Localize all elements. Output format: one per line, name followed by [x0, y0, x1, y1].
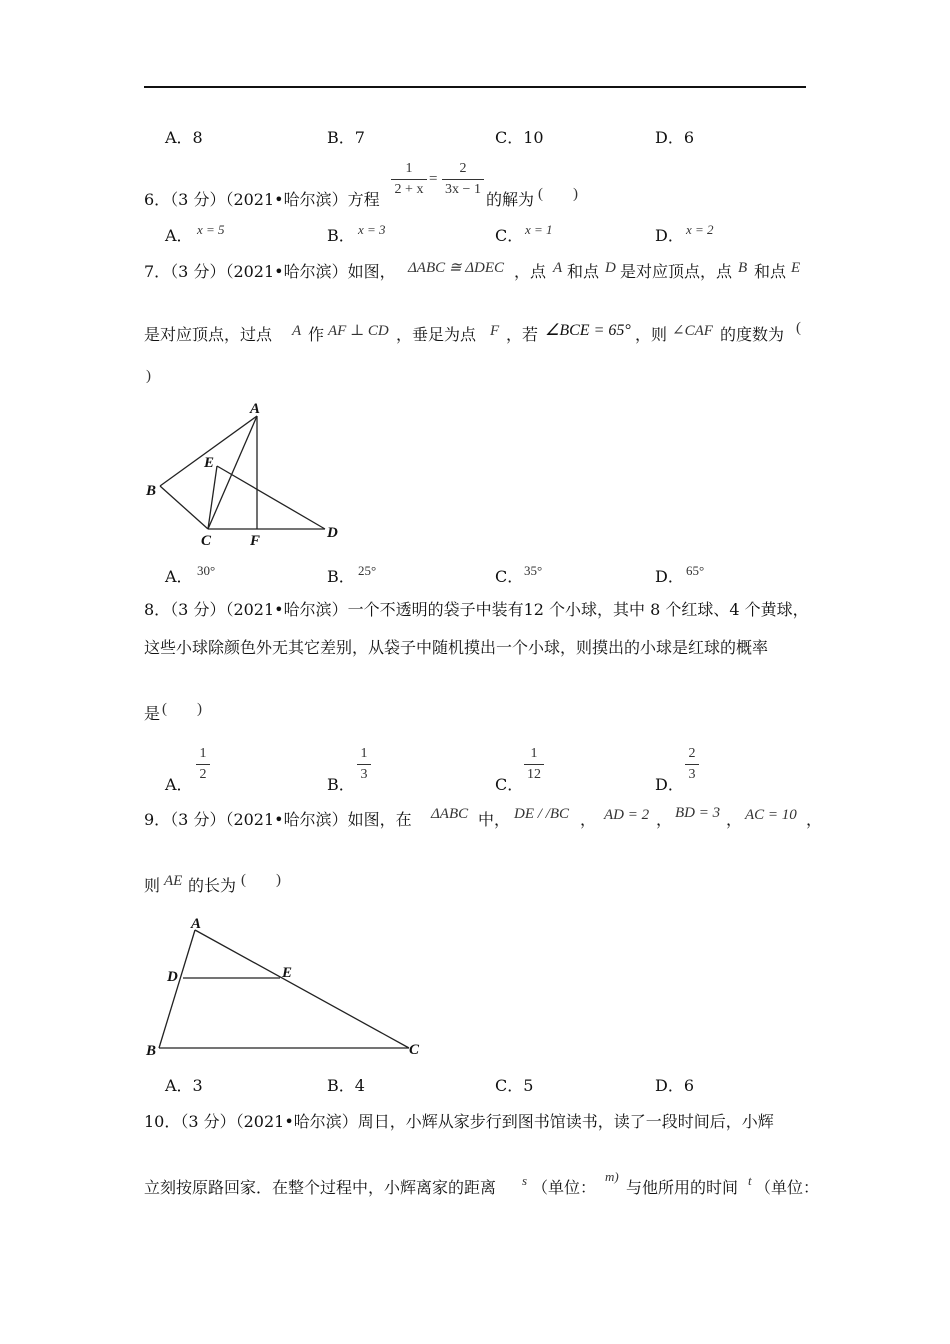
q10-line-1: 10．（3 分）（2021•哈尔滨）周日，小辉从家步行到图书馆读书，读了一段时间后，小辉 — [144, 1112, 774, 1131]
q8-option-c-fraction: 1 12 — [524, 745, 544, 784]
q9-option-b[interactable]: B．4 — [327, 1076, 365, 1095]
q9-comma-3: ， — [726, 810, 743, 829]
q8-option-d-label[interactable]: D． — [655, 775, 684, 794]
q10-line-2: 立刻按原路回家．在整个过程中，小辉离家的距离 — [144, 1178, 497, 1197]
q7-angle-condition: ∠BCE = 65° — [545, 322, 631, 339]
q9-comma-2: ， — [656, 810, 673, 829]
q6-option-c-label[interactable]: C． — [495, 226, 524, 245]
q9-ac-value: AC = 10 — [745, 807, 797, 823]
q9-triangle: ΔABC — [431, 806, 469, 822]
q7-question-prefix: 7．（3 分）（2021•哈尔滨）如图， — [144, 262, 396, 281]
q5-option-d[interactable]: D．6 — [655, 128, 695, 147]
q6-option-d-label[interactable]: D． — [655, 226, 684, 245]
q7-point-e: E — [791, 260, 801, 276]
q6-question-suffix: 的解为 — [486, 190, 535, 209]
q7-point-d: D — [605, 260, 616, 276]
q8-option-c-label[interactable]: C． — [495, 775, 524, 794]
q7-text-4: 和点 — [754, 262, 787, 281]
q7-figure — [140, 396, 350, 548]
q9-answer-paren: ( ) — [241, 872, 281, 888]
q7-text-5: 作 — [308, 325, 325, 344]
q7-option-c-value: 35° — [524, 563, 543, 578]
q7-text-9: 的度数为 — [720, 325, 785, 344]
q8-line-2: 这些小球除颜色外无其它差别，从袋子中随机摸出一个小球，则摸出的小球是红球的概率 — [144, 638, 769, 657]
q7-point-a: A — [553, 260, 563, 276]
q6-equals: = — [429, 171, 438, 187]
q10-unit-label-1: （单位： — [532, 1178, 597, 1197]
q8-option-a-label[interactable]: A． — [165, 775, 193, 794]
q9-question-prefix: 9．（3 分）（2021•哈尔滨）如图，在 — [144, 810, 412, 829]
q8-option-d-fraction: 2 3 — [685, 745, 699, 784]
q7-text-3: 是对应顶点，点 — [620, 262, 733, 281]
fig7-label-c: C — [201, 533, 212, 548]
q8-option-a-fraction: 1 2 — [196, 745, 210, 784]
fig9-label-e: E — [282, 965, 293, 981]
q6-option-a-value: x = 5 — [197, 222, 225, 237]
q9-comma-4: ， — [806, 810, 823, 829]
q7-point-a2: A — [292, 323, 302, 339]
q9-option-c[interactable]: C．5 — [495, 1076, 534, 1095]
q5-option-b[interactable]: B．7 — [327, 128, 365, 147]
q7-option-a-label[interactable]: A． — [165, 567, 193, 586]
q10-unit-label-2: （单位： — [755, 1178, 820, 1197]
q7-point-f: F — [490, 323, 500, 339]
q7-option-d-label[interactable]: D． — [655, 567, 684, 586]
q7-option-d-value: 65° — [686, 563, 705, 578]
fig9-label-c: C — [409, 1042, 420, 1058]
q7-perpendicular: AF ⊥ CD — [328, 323, 389, 339]
q6-question-prefix: 6．（3 分）（2021•哈尔滨）方程 — [144, 190, 380, 209]
q9-option-d[interactable]: D．6 — [655, 1076, 695, 1095]
q6-answer-paren: ( ) — [538, 186, 578, 202]
q6-option-a-label[interactable]: A． — [165, 226, 193, 245]
q6-option-c-value: x = 1 — [525, 222, 553, 237]
q7-option-c-label[interactable]: C． — [495, 567, 524, 586]
fig7-label-f: F — [250, 533, 261, 548]
q7-text-6: ，垂足为点 — [396, 325, 477, 344]
q9-text-1: 中， — [478, 810, 511, 829]
q7-point-b: B — [738, 260, 748, 276]
q9-ae: AE — [164, 873, 183, 889]
q7-congruence: ΔABC ≅ ΔDEC — [408, 260, 505, 276]
q10-line-2-mid: 与他所用的时间 — [626, 1178, 739, 1197]
q6-lhs-fraction: 1 2 + x — [391, 160, 427, 199]
q9-parallel: DE / /BC — [514, 806, 569, 822]
q9-figure — [140, 910, 430, 1060]
q9-line2-suffix: 的长为 — [188, 876, 237, 895]
q7-line2-text: 是对应顶点，过点 — [144, 325, 273, 344]
q9-bd-value: BD = 3 — [675, 805, 721, 821]
fig7-label-b: B — [146, 483, 157, 499]
q9-comma-1: ， — [580, 810, 597, 829]
q6-option-b-value: x = 3 — [358, 222, 386, 237]
fig9-label-d: D — [167, 969, 178, 985]
q7-option-b-value: 25° — [358, 563, 377, 578]
q7-text-2: 和点 — [567, 262, 600, 281]
q6-option-b-label[interactable]: B． — [327, 226, 355, 245]
q8-option-b-label[interactable]: B． — [327, 775, 355, 794]
fig9-label-b: B — [146, 1043, 157, 1059]
q7-option-a-value: 30° — [197, 563, 216, 578]
fig9-label-a: A — [191, 916, 202, 932]
q7-angle-caf: ∠CAF — [672, 323, 713, 339]
q7-text-8: ，则 — [635, 325, 668, 344]
q8-option-b-fraction: 1 3 — [357, 745, 371, 784]
q6-rhs-fraction: 2 3x − 1 — [442, 160, 484, 199]
q10-var-t: t — [748, 1173, 752, 1188]
fig7-label-e: E — [204, 455, 215, 471]
q8-line-3: 是 — [144, 704, 161, 723]
q9-line2-text: 则 — [144, 876, 161, 895]
fig7-label-d: D — [327, 525, 338, 541]
q5-option-a[interactable]: A．8 — [165, 128, 203, 147]
q7-paren-close: ) — [146, 368, 151, 384]
q8-line-1: 8．（3 分）（2021•哈尔滨）一个不透明的袋子中装有12 个小球，其中 8 个红球、4 个黄球， — [144, 600, 809, 619]
q9-ad-value: AD = 2 — [604, 807, 650, 823]
q7-text-1: ，点 — [514, 262, 547, 281]
q7-text-7: ，若 — [506, 325, 539, 344]
q5-option-c[interactable]: C．10 — [495, 128, 544, 147]
q8-answer-paren: ( ) — [162, 701, 202, 717]
q7-option-b-label[interactable]: B． — [327, 567, 355, 586]
q10-unit-m: m) — [605, 1169, 619, 1184]
header-rule — [144, 86, 806, 88]
q9-option-a[interactable]: A．3 — [165, 1076, 203, 1095]
q10-var-s: s — [522, 1173, 528, 1188]
q6-option-d-value: x = 2 — [686, 222, 714, 237]
q7-paren-open: ( — [796, 320, 801, 336]
fig7-label-a: A — [250, 401, 261, 417]
